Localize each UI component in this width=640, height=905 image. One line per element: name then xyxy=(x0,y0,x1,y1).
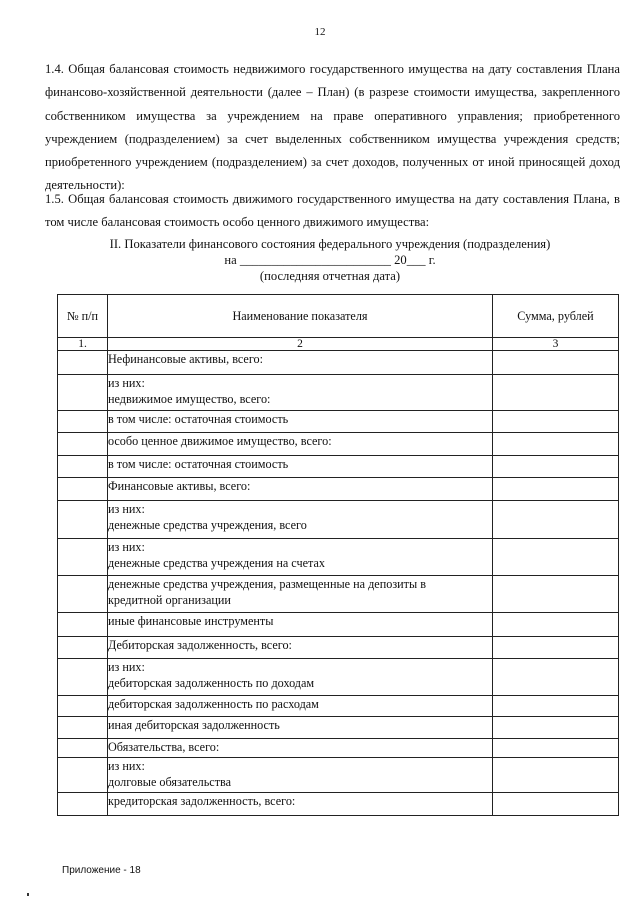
table-column-numbers xyxy=(58,338,619,351)
column-number-2: 2 xyxy=(108,338,493,351)
row-label: иные финансовые инструменты xyxy=(108,613,493,637)
row-label: в том числе: остаточная стоимость xyxy=(108,456,493,478)
scan-speck xyxy=(27,893,29,896)
table-row xyxy=(58,739,619,758)
table-row xyxy=(58,539,619,576)
table-row xyxy=(58,637,619,659)
section-date-caption: (последняя отчетная дата) xyxy=(259,269,401,283)
table-row xyxy=(58,501,619,539)
table-row xyxy=(58,793,619,816)
section-title: II. Показатели финансового состояния федерального учреждения (подразделения) xyxy=(109,237,551,251)
table-row xyxy=(58,613,619,637)
page-number: 12 xyxy=(314,26,326,38)
paragraph-1-4: 1.4. Общая балансовая стоимость недвижимого государственного имущества на дату составления Плана финансово-хозяйственной деятельности (далее – План) (в разрезе стоимости имущества, закрепленного собственником имущества за учреждением на праве оперативного управления; приобретенного учреждением (подразделением) за счет выделенных собственником имущества учреждения средств; приобретенного учреждением (подразделением) за счет доходов, полученных от иной приносящей доход деятельности): xyxy=(45,62,620,193)
row-label: Дебиторская задолженность, всего: xyxy=(108,637,493,659)
header-indicator: Наименование показателя xyxy=(108,295,493,338)
table-row xyxy=(58,351,619,375)
row-label: из них: дебиторская задолженность по доходам xyxy=(108,659,493,696)
paragraph-1-5: 1.5. Общая балансовая стоимость движимого государственного имущества на дату составления Плана, в том числе балансовая стоимость особо ценного движимого имущества: xyxy=(45,192,620,230)
row-label: из них: недвижимое имущество, всего: xyxy=(108,375,493,411)
table-row xyxy=(58,433,619,456)
column-number-3: 3 xyxy=(493,338,619,351)
row-label: особо ценное движимое имущество, всего: xyxy=(108,433,493,456)
row-label: в том числе: остаточная стоимость xyxy=(108,411,493,433)
table-row xyxy=(58,375,619,411)
section-date-line: на ________________________ 20___ г. xyxy=(224,253,436,267)
row-label: кредиторская задолженность, всего: xyxy=(108,793,493,816)
appendix-footer: Приложение - 18 xyxy=(62,865,141,876)
table-row xyxy=(58,576,619,613)
row-label: Финансовые активы, всего: xyxy=(108,478,493,501)
table-row xyxy=(58,717,619,739)
row-label: иная дебиторская задолженность xyxy=(108,717,493,739)
row-label: денежные средства учреждения, размещенные на депозиты в кредитной организации xyxy=(108,576,493,613)
header-number: № п/п xyxy=(58,295,108,338)
row-label: Обязательства, всего: xyxy=(108,739,493,758)
table-row xyxy=(58,659,619,696)
column-number-1: 1. xyxy=(58,338,108,351)
header-amount: Сумма, рублей xyxy=(493,295,619,338)
table-row xyxy=(58,478,619,501)
table-header-row xyxy=(58,295,619,338)
row-label: из них: денежные средства учреждения на счетах xyxy=(108,539,493,576)
table-row xyxy=(58,758,619,793)
table-row xyxy=(58,696,619,717)
row-label: дебиторская задолженность по расходам xyxy=(108,696,493,717)
row-label: из них: долговые обязательства xyxy=(108,758,493,793)
row-label: Нефинансовые активы, всего: xyxy=(108,351,493,375)
table-row xyxy=(58,411,619,433)
section-heading xyxy=(0,236,640,284)
row-label: из них: денежные средства учреждения, всего xyxy=(108,501,493,539)
table-row xyxy=(58,456,619,478)
financial-indicators-table xyxy=(57,294,619,816)
